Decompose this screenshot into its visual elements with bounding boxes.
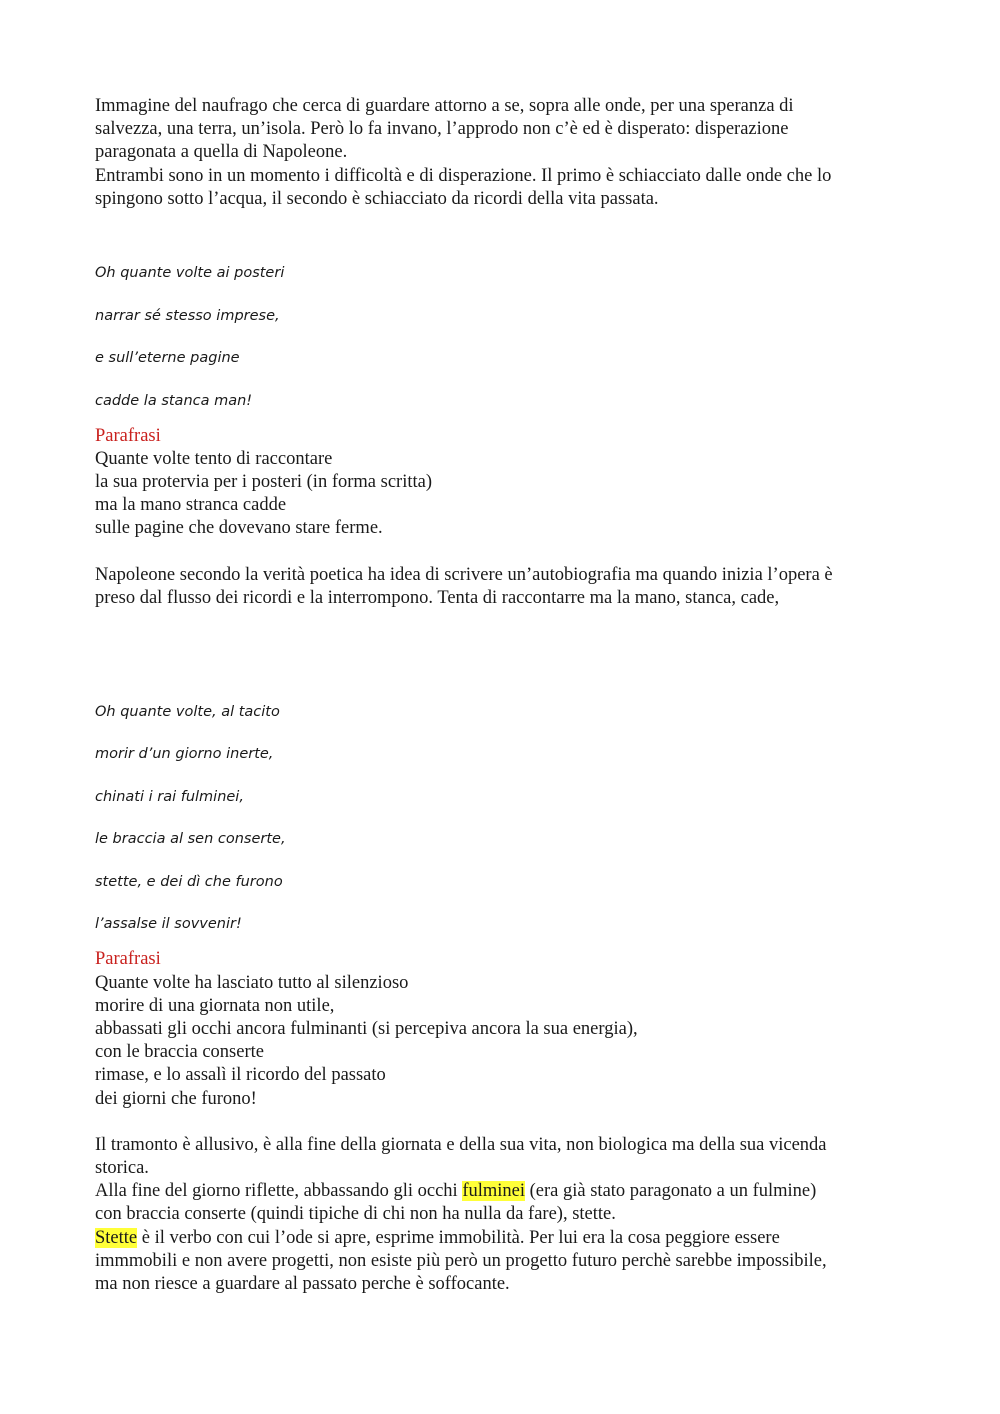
comment-text: (era già stato paragonato a un fulmine) (525, 1181, 817, 1202)
paraphrase-line: la sua protervia per i posteri (in forma scritta) (95, 471, 432, 492)
paraphrase-1 (95, 425, 905, 541)
comment-line (95, 1227, 905, 1250)
paraphrase-heading: Parafrasi (95, 949, 161, 970)
intro-line: Immagine del naufrago che cerca di guardare attorno a se, sopra alle onde, per una speranza di (95, 96, 794, 116)
intro-line: paragonata a quella di Napoleone. (95, 142, 348, 163)
comment-1 (95, 564, 905, 610)
verse-line: Oh quante volte, al tacito (95, 703, 280, 720)
verse-line: morir d’un giorno inerte, (95, 746, 274, 763)
comment-line: Il tramonto è allusivo, è alla fine della giornata e della sua vita, non biologica ma della sua vicenda (95, 1134, 827, 1155)
paraphrase-line: dei giorni che furono! (95, 1088, 257, 1109)
paraphrase-line: Quante volte ha lasciato tutto al silenzioso (95, 972, 409, 993)
verse-line: e sull’eterne pagine (95, 350, 240, 367)
verse-line: cadde la stanca man! (95, 392, 253, 409)
comment-line: preso dal flusso dei ricordi e la interrompono. Tenta di raccontarre ma la mano, stanca, cade, (95, 587, 780, 608)
paraphrase-line: con le braccia conserte (95, 1042, 264, 1063)
comment-2 (95, 1134, 905, 1296)
stanza-1-verses (95, 263, 905, 425)
verse-line: Oh quante volte ai posteri (95, 265, 285, 282)
comment-line: ma non riesce a guardare al passato perche è soffocante. (95, 1274, 510, 1295)
highlighted-word: Stette (95, 1227, 138, 1248)
comment-line (95, 1180, 905, 1203)
comment-line: immmobili e non avere progetti, non esiste più però un progetto futuro perchè sarebbe impossibile, (95, 1250, 827, 1271)
verse-line: stette, e dei dì che furono (95, 873, 283, 890)
verse-line: chinati i rai fulminei, (95, 788, 244, 805)
intro-paragraph (95, 95, 905, 211)
paraphrase-line: Quante volte tento di raccontare (95, 448, 333, 469)
paraphrase-line: rimase, e lo assalì il ricordo del passato (95, 1065, 386, 1086)
verse-line: narrar sé stesso imprese, (95, 307, 280, 324)
intro-line: salvezza, una terra, un’isola. Però lo fa invano, l’approdo non c’è ed è disperato: disperazione (95, 119, 789, 140)
document-page (95, 95, 905, 1296)
verse-line: le braccia al sen conserte, (95, 831, 286, 848)
intro-line: Entrambi sono in un momento i difficoltà e di disperazione. Il primo è schiacciato dalle onde che lo (95, 165, 832, 186)
paraphrase-line: abbassati gli occhi ancora fulminanti (si percepiva ancora la sua energia), (95, 1019, 638, 1040)
intro-line: spingono sotto l’acqua, il secondo è schiacciato da ricordi della vita passata. (95, 188, 659, 209)
paraphrase-2 (95, 948, 905, 1110)
paraphrase-line: morire di una giornata non utile, (95, 995, 335, 1016)
comment-line: storica. (95, 1158, 149, 1179)
paraphrase-line: ma la mano stranca cadde (95, 495, 287, 516)
comment-text: è il verbo con cui l’ode si apre, esprime immobilità. Per lui era la cosa peggiore essere (137, 1227, 780, 1248)
comment-line: Napoleone secondo la verità poetica ha idea di scrivere un’autobiografia ma quando inizia l’opera è (95, 564, 833, 585)
paraphrase-heading: Parafrasi (95, 425, 161, 446)
highlighted-word: fulminei (462, 1181, 526, 1202)
paraphrase-line: sulle pagine che dovevano stare ferme. (95, 518, 383, 539)
comment-line: con braccia conserte (quindi tipiche di chi non ha nulla da fare), stette. (95, 1204, 616, 1225)
verse-line: l’assalse il sovvenir! (95, 916, 242, 933)
comment-text: Alla fine del giorno riflette, abbassando gli occhi (95, 1181, 463, 1202)
stanza-2-verses (95, 702, 905, 949)
